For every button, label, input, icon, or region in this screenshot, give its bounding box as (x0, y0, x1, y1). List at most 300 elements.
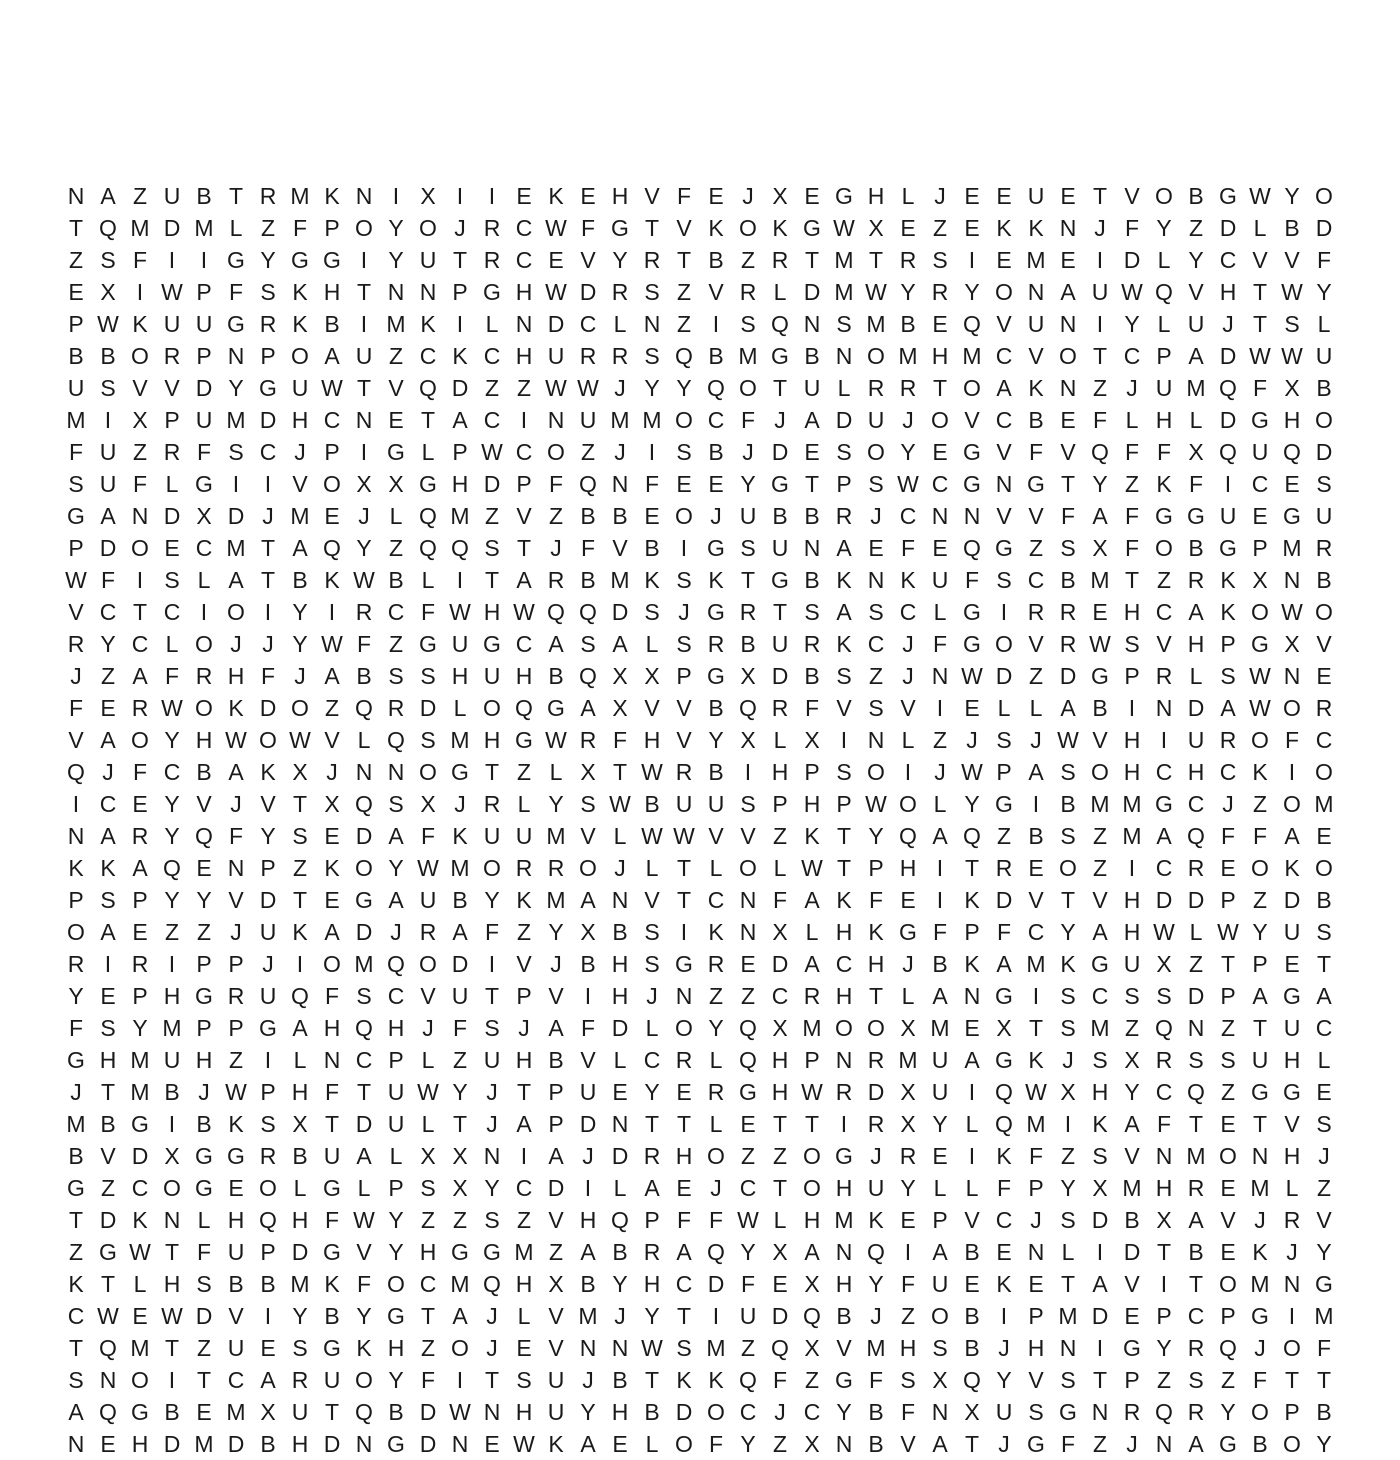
grid-letter[interactable]: Z (68, 1239, 84, 1265)
grid-letter[interactable]: O (739, 375, 757, 401)
grid-letter[interactable]: R (611, 279, 629, 305)
grid-letter[interactable]: Q (1219, 1335, 1237, 1361)
grid-letter[interactable]: S (836, 311, 852, 337)
grid-letter[interactable]: W (961, 759, 983, 785)
grid-letter[interactable]: I (456, 311, 464, 337)
grid-letter[interactable]: I (264, 471, 272, 497)
grid-letter[interactable]: J (262, 503, 274, 529)
grid-letter[interactable]: J (70, 663, 82, 689)
grid-letter[interactable]: F (708, 1207, 724, 1233)
grid-letter[interactable]: N (867, 567, 885, 593)
grid-letter[interactable]: D (771, 439, 789, 465)
grid-letter[interactable]: C (259, 439, 277, 465)
grid-letter[interactable]: P (68, 535, 84, 561)
grid-letter[interactable]: E (196, 855, 212, 881)
grid-letter[interactable]: Q (611, 1207, 629, 1233)
grid-letter[interactable]: T (1092, 183, 1108, 209)
grid-letter[interactable]: U (195, 407, 213, 433)
grid-letter[interactable]: T (484, 759, 500, 785)
grid-letter[interactable]: Y (548, 791, 564, 817)
grid-letter[interactable]: N (1155, 695, 1173, 721)
grid-letter[interactable]: N (1251, 1143, 1269, 1169)
grid-letter[interactable]: U (1251, 1047, 1269, 1073)
grid-letter[interactable]: G (1091, 951, 1109, 977)
grid-letter[interactable]: C (323, 407, 341, 433)
grid-letter[interactable]: T (164, 1239, 180, 1265)
grid-letter[interactable]: Y (900, 439, 916, 465)
grid-letter[interactable]: T (260, 567, 276, 593)
grid-letter[interactable]: O (1091, 759, 1109, 785)
grid-letter[interactable]: G (419, 471, 437, 497)
grid-letter[interactable]: K (1028, 1047, 1044, 1073)
grid-letter[interactable]: H (899, 855, 917, 881)
grid-letter[interactable]: R (67, 951, 85, 977)
grid-letter[interactable]: U (1123, 951, 1141, 977)
grid-letter[interactable]: K (996, 215, 1012, 241)
grid-letter[interactable]: I (712, 311, 720, 337)
grid-letter[interactable]: T (356, 375, 372, 401)
grid-letter[interactable]: V (676, 215, 692, 241)
grid-letter[interactable]: V (1156, 631, 1172, 657)
grid-letter[interactable]: B (772, 503, 788, 529)
grid-letter[interactable]: A (996, 375, 1012, 401)
grid-letter[interactable]: G (195, 471, 213, 497)
grid-letter[interactable]: J (262, 631, 274, 657)
grid-letter[interactable]: A (1220, 695, 1236, 721)
grid-letter[interactable]: W (545, 215, 567, 241)
grid-letter[interactable]: E (612, 1431, 628, 1457)
grid-letter[interactable]: E (676, 1079, 692, 1105)
grid-letter[interactable]: O (131, 1367, 149, 1393)
grid-letter[interactable]: S (1220, 663, 1236, 689)
grid-letter[interactable]: E (1028, 855, 1044, 881)
grid-letter[interactable]: B (356, 663, 372, 689)
grid-letter[interactable]: U (579, 407, 597, 433)
grid-letter[interactable]: S (388, 791, 404, 817)
grid-letter[interactable]: S (804, 599, 820, 625)
grid-letter[interactable]: E (676, 471, 692, 497)
grid-letter[interactable]: D (1219, 343, 1237, 369)
grid-letter[interactable]: S (740, 791, 756, 817)
grid-letter[interactable]: J (422, 1015, 434, 1041)
grid-letter[interactable]: A (548, 1015, 564, 1041)
grid-letter[interactable]: U (675, 791, 693, 817)
grid-letter[interactable]: C (1155, 1079, 1173, 1105)
grid-letter[interactable]: T (132, 599, 148, 625)
grid-letter[interactable]: P (1220, 887, 1236, 913)
grid-letter[interactable]: O (1283, 695, 1301, 721)
grid-letter[interactable]: Y (388, 215, 404, 241)
grid-letter[interactable]: A (452, 407, 468, 433)
grid-letter[interactable]: R (1187, 567, 1205, 593)
grid-letter[interactable]: S (228, 439, 244, 465)
grid-letter[interactable]: W (673, 823, 695, 849)
grid-letter[interactable]: Z (1220, 1367, 1236, 1393)
grid-letter[interactable]: O (1059, 343, 1077, 369)
grid-letter[interactable]: Z (1092, 823, 1108, 849)
grid-letter[interactable]: K (260, 759, 276, 785)
grid-letter[interactable]: T (1060, 887, 1076, 913)
grid-letter[interactable]: Y (388, 855, 404, 881)
grid-letter[interactable]: H (163, 983, 181, 1009)
grid-letter[interactable]: L (709, 1047, 723, 1073)
grid-letter[interactable]: J (518, 1015, 530, 1041)
grid-letter[interactable]: W (513, 599, 535, 625)
grid-letter[interactable]: S (1060, 1207, 1076, 1233)
grid-letter[interactable]: D (995, 887, 1013, 913)
grid-letter[interactable]: E (900, 1207, 916, 1233)
grid-letter[interactable]: Z (676, 279, 692, 305)
grid-letter[interactable]: N (1155, 1431, 1173, 1457)
grid-letter[interactable]: J (934, 759, 946, 785)
grid-letter[interactable]: U (1219, 503, 1237, 529)
grid-letter[interactable]: X (932, 1367, 948, 1393)
grid-letter[interactable]: N (163, 1207, 181, 1233)
grid-letter[interactable]: T (516, 1079, 532, 1105)
grid-letter[interactable]: L (1285, 1175, 1299, 1201)
grid-letter[interactable]: I (360, 247, 368, 273)
grid-letter[interactable]: P (548, 1079, 564, 1105)
grid-letter[interactable]: P (1156, 343, 1172, 369)
grid-letter[interactable]: G (963, 439, 981, 465)
grid-letter[interactable]: S (100, 1015, 116, 1041)
grid-letter[interactable]: R (1315, 695, 1333, 721)
grid-letter[interactable]: W (577, 375, 599, 401)
grid-letter[interactable]: S (580, 791, 596, 817)
grid-letter[interactable]: A (452, 1303, 468, 1329)
grid-letter[interactable]: O (931, 1303, 949, 1329)
grid-letter[interactable]: W (545, 279, 567, 305)
grid-letter[interactable]: B (452, 887, 468, 913)
grid-letter[interactable]: R (419, 919, 437, 945)
grid-letter[interactable]: A (1060, 279, 1076, 305)
grid-letter[interactable]: Q (771, 311, 789, 337)
grid-letter[interactable]: T (260, 535, 276, 561)
grid-letter[interactable]: G (483, 279, 501, 305)
grid-letter[interactable]: C (1155, 599, 1173, 625)
grid-letter[interactable]: E (164, 535, 180, 561)
grid-letter[interactable]: F (1092, 407, 1108, 433)
grid-letter[interactable]: A (996, 951, 1012, 977)
grid-letter[interactable]: S (1316, 471, 1332, 497)
grid-letter[interactable]: U (579, 1079, 597, 1105)
grid-letter[interactable]: Y (964, 279, 980, 305)
grid-letter[interactable]: Z (1092, 1431, 1108, 1457)
grid-letter[interactable]: L (293, 1175, 307, 1201)
grid-letter[interactable]: C (163, 759, 181, 785)
grid-letter[interactable]: A (804, 1239, 820, 1265)
grid-letter[interactable]: I (488, 183, 496, 209)
grid-letter[interactable]: C (899, 503, 917, 529)
grid-letter[interactable]: P (1124, 1367, 1140, 1393)
grid-letter[interactable]: A (1156, 823, 1172, 849)
grid-letter[interactable]: Q (739, 1367, 757, 1393)
grid-letter[interactable]: I (264, 599, 272, 625)
grid-letter[interactable]: O (867, 343, 885, 369)
grid-letter[interactable]: G (67, 1047, 85, 1073)
grid-letter[interactable]: E (260, 1335, 276, 1361)
grid-letter[interactable]: F (900, 535, 916, 561)
grid-letter[interactable]: U (451, 631, 469, 657)
grid-letter[interactable]: N (67, 183, 85, 209)
grid-letter[interactable]: K (868, 1207, 884, 1233)
grid-letter[interactable]: K (964, 951, 980, 977)
grid-letter[interactable]: O (291, 695, 309, 721)
grid-letter[interactable]: U (483, 663, 501, 689)
grid-letter[interactable]: G (707, 663, 725, 689)
grid-letter[interactable]: T (1028, 1015, 1044, 1041)
grid-letter[interactable]: D (611, 599, 629, 625)
grid-letter[interactable]: S (1060, 1015, 1076, 1041)
grid-letter[interactable]: O (195, 695, 213, 721)
grid-letter[interactable]: U (1251, 439, 1269, 465)
grid-letter[interactable]: F (1156, 1111, 1172, 1137)
grid-letter[interactable]: M (66, 1111, 86, 1137)
grid-letter[interactable]: Q (867, 1239, 885, 1265)
grid-letter[interactable]: O (1219, 1143, 1237, 1169)
grid-letter[interactable]: F (1124, 535, 1140, 561)
grid-letter[interactable]: D (483, 471, 501, 497)
grid-letter[interactable]: V (1060, 439, 1076, 465)
grid-letter[interactable]: T (1252, 1111, 1268, 1137)
grid-letter[interactable]: X (1188, 439, 1204, 465)
grid-letter[interactable]: U (1027, 183, 1045, 209)
grid-letter[interactable]: P (964, 919, 980, 945)
grid-letter[interactable]: D (1187, 695, 1205, 721)
grid-letter[interactable]: D (1283, 887, 1301, 913)
grid-letter[interactable]: Z (388, 535, 404, 561)
grid-letter[interactable]: A (804, 887, 820, 913)
grid-letter[interactable]: T (1060, 1271, 1076, 1297)
grid-letter[interactable]: J (582, 1367, 594, 1393)
grid-letter[interactable]: P (68, 887, 84, 913)
grid-letter[interactable]: T (964, 1431, 980, 1457)
grid-letter[interactable]: G (995, 535, 1013, 561)
grid-letter[interactable]: A (804, 951, 820, 977)
grid-letter[interactable]: R (1187, 1399, 1205, 1425)
grid-letter[interactable]: R (643, 1143, 661, 1169)
grid-letter[interactable]: P (260, 855, 276, 881)
grid-letter[interactable]: J (710, 1175, 722, 1201)
grid-letter[interactable]: N (931, 663, 949, 689)
grid-letter[interactable]: L (1317, 1047, 1331, 1073)
grid-letter[interactable]: C (195, 535, 213, 561)
grid-letter[interactable]: W (1025, 1079, 1047, 1105)
grid-letter[interactable]: M (834, 279, 854, 305)
grid-letter[interactable]: A (548, 631, 564, 657)
grid-letter[interactable]: V (1284, 247, 1300, 273)
grid-letter[interactable]: K (1220, 599, 1236, 625)
grid-letter[interactable]: E (324, 503, 340, 529)
grid-letter[interactable]: I (1160, 727, 1168, 753)
grid-letter[interactable]: Z (516, 919, 532, 945)
grid-letter[interactable]: P (132, 983, 148, 1009)
grid-letter[interactable]: T (68, 1335, 84, 1361)
grid-letter[interactable]: H (515, 663, 533, 689)
grid-letter[interactable]: F (1124, 503, 1140, 529)
grid-letter[interactable]: E (548, 247, 564, 273)
grid-letter[interactable]: F (708, 1431, 724, 1457)
grid-letter[interactable]: Y (356, 535, 372, 561)
grid-letter[interactable]: O (355, 1367, 373, 1393)
grid-letter[interactable]: B (196, 183, 212, 209)
grid-letter[interactable]: M (1058, 1303, 1078, 1329)
grid-letter[interactable]: S (484, 535, 500, 561)
grid-letter[interactable]: N (227, 343, 245, 369)
grid-letter[interactable]: J (230, 919, 242, 945)
grid-letter[interactable]: L (1157, 247, 1171, 273)
grid-letter[interactable]: J (998, 1335, 1010, 1361)
grid-letter[interactable]: B (68, 343, 84, 369)
grid-letter[interactable]: L (1125, 407, 1139, 433)
grid-letter[interactable]: V (836, 1335, 852, 1361)
grid-letter[interactable]: V (356, 1239, 372, 1265)
grid-letter[interactable]: H (771, 759, 789, 785)
grid-letter[interactable]: H (611, 983, 629, 1009)
grid-letter[interactable]: T (1092, 343, 1108, 369)
grid-letter[interactable]: R (707, 1079, 725, 1105)
grid-letter[interactable]: P (228, 1015, 244, 1041)
grid-letter[interactable]: Y (1092, 471, 1108, 497)
grid-letter[interactable]: N (483, 1143, 501, 1169)
grid-letter[interactable]: Z (740, 247, 756, 273)
grid-letter[interactable]: G (387, 1303, 405, 1329)
grid-letter[interactable]: I (840, 727, 848, 753)
grid-letter[interactable]: X (1092, 535, 1108, 561)
grid-letter[interactable]: J (486, 1303, 498, 1329)
grid-letter[interactable]: W (1121, 279, 1143, 305)
grid-letter[interactable]: Y (1220, 1399, 1236, 1425)
grid-letter[interactable]: C (419, 1271, 437, 1297)
grid-letter[interactable]: Z (772, 1143, 788, 1169)
grid-letter[interactable]: Z (388, 343, 404, 369)
grid-letter[interactable]: S (740, 535, 756, 561)
grid-letter[interactable]: L (933, 791, 947, 817)
grid-letter[interactable]: W (353, 1207, 375, 1233)
grid-letter[interactable]: Z (1188, 215, 1204, 241)
grid-letter[interactable]: I (1032, 983, 1040, 1009)
grid-letter[interactable]: Y (1188, 247, 1204, 273)
grid-letter[interactable]: V (1124, 183, 1140, 209)
grid-letter[interactable]: S (740, 311, 756, 337)
grid-letter[interactable]: Q (963, 535, 981, 561)
grid-letter[interactable]: L (293, 1047, 307, 1073)
grid-letter[interactable]: Z (1156, 567, 1172, 593)
grid-letter[interactable]: D (1187, 887, 1205, 913)
grid-letter[interactable]: T (676, 247, 692, 273)
grid-letter[interactable]: Y (548, 919, 564, 945)
grid-letter[interactable]: V (964, 1207, 980, 1233)
grid-letter[interactable]: H (387, 1335, 405, 1361)
grid-letter[interactable]: G (67, 1175, 85, 1201)
grid-letter[interactable]: O (803, 1143, 821, 1169)
grid-letter[interactable]: X (324, 791, 340, 817)
grid-letter[interactable]: W (1153, 919, 1175, 945)
grid-letter[interactable]: U (547, 1399, 565, 1425)
grid-letter[interactable]: T (772, 1175, 788, 1201)
grid-letter[interactable]: H (163, 1271, 181, 1297)
grid-letter[interactable]: X (612, 695, 628, 721)
grid-letter[interactable]: K (68, 855, 84, 881)
grid-letter[interactable]: K (132, 311, 148, 337)
grid-letter[interactable]: X (356, 471, 372, 497)
grid-letter[interactable]: F (324, 983, 340, 1009)
grid-letter[interactable]: W (161, 279, 183, 305)
grid-letter[interactable]: X (772, 183, 788, 209)
grid-letter[interactable]: V (580, 823, 596, 849)
grid-letter[interactable]: G (771, 471, 789, 497)
grid-letter[interactable]: O (547, 439, 565, 465)
grid-letter[interactable]: H (227, 663, 245, 689)
grid-letter[interactable]: V (580, 1047, 596, 1073)
grid-letter[interactable]: E (388, 407, 404, 433)
grid-letter[interactable]: A (1028, 759, 1044, 785)
grid-letter[interactable]: R (739, 599, 757, 625)
grid-letter[interactable]: J (742, 439, 754, 465)
grid-letter[interactable]: T (484, 567, 500, 593)
grid-letter[interactable]: T (68, 215, 84, 241)
grid-letter[interactable]: S (1316, 1111, 1332, 1137)
grid-letter[interactable]: M (1122, 823, 1142, 849)
grid-letter[interactable]: Y (900, 279, 916, 305)
grid-letter[interactable]: I (904, 759, 912, 785)
grid-letter[interactable]: O (739, 855, 757, 881)
grid-letter[interactable]: H (611, 1399, 629, 1425)
grid-letter[interactable]: B (1188, 535, 1204, 561)
grid-letter[interactable]: U (1315, 343, 1333, 369)
grid-letter[interactable]: N (1027, 279, 1045, 305)
grid-letter[interactable]: X (804, 1431, 820, 1457)
grid-letter[interactable]: R (579, 343, 597, 369)
grid-letter[interactable]: J (1286, 1239, 1298, 1265)
grid-letter[interactable]: I (520, 1143, 528, 1169)
grid-letter[interactable]: R (675, 759, 693, 785)
grid-letter[interactable]: Q (579, 599, 597, 625)
grid-letter[interactable]: L (1029, 695, 1043, 721)
grid-letter[interactable]: A (100, 823, 116, 849)
grid-letter[interactable]: T (644, 1111, 660, 1137)
grid-letter[interactable]: I (968, 1079, 976, 1105)
grid-letter[interactable]: M (546, 887, 566, 913)
grid-letter[interactable]: T (324, 1399, 340, 1425)
grid-letter[interactable]: V (548, 1207, 564, 1233)
grid-letter[interactable]: M (1186, 1143, 1206, 1169)
grid-letter[interactable]: V (196, 791, 212, 817)
grid-letter[interactable]: Y (644, 375, 660, 401)
grid-letter[interactable]: L (613, 311, 627, 337)
grid-letter[interactable]: S (644, 599, 660, 625)
grid-letter[interactable]: F (1124, 215, 1140, 241)
grid-letter[interactable]: Q (387, 951, 405, 977)
grid-letter[interactable]: S (1060, 983, 1076, 1009)
grid-letter[interactable]: P (196, 1015, 212, 1041)
grid-letter[interactable]: Z (452, 1047, 468, 1073)
grid-letter[interactable]: G (227, 311, 245, 337)
grid-letter[interactable]: I (488, 951, 496, 977)
grid-letter[interactable]: K (1092, 1111, 1108, 1137)
grid-letter[interactable]: G (995, 983, 1013, 1009)
grid-letter[interactable]: E (1028, 1271, 1044, 1297)
grid-letter[interactable]: C (899, 599, 917, 625)
grid-letter[interactable]: N (835, 343, 853, 369)
grid-letter[interactable]: G (1283, 983, 1301, 1009)
grid-letter[interactable]: O (227, 599, 245, 625)
grid-letter[interactable]: S (1028, 1399, 1044, 1425)
grid-letter[interactable]: W (737, 1207, 759, 1233)
grid-letter[interactable]: F (740, 407, 756, 433)
grid-letter[interactable]: O (739, 215, 757, 241)
grid-letter[interactable]: T (1188, 1111, 1204, 1137)
